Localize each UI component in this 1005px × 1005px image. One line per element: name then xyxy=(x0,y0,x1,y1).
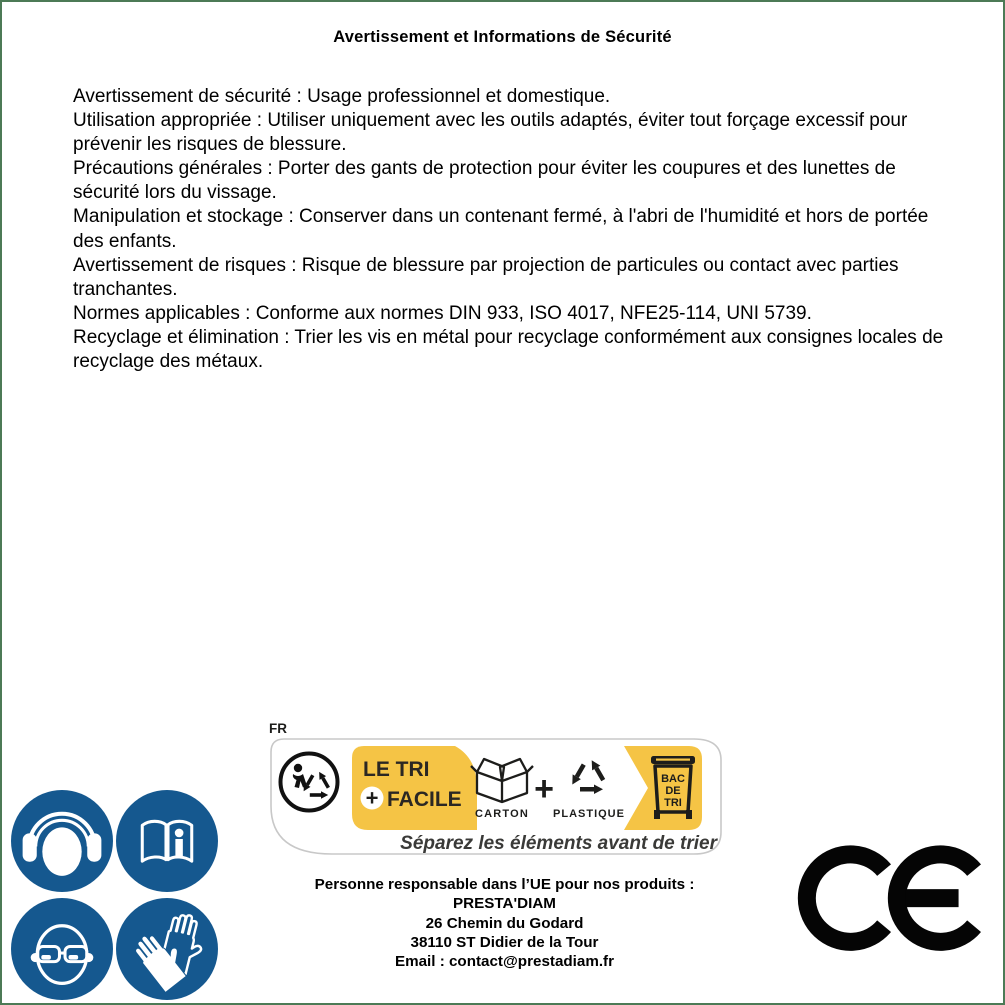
page-title: Avertissement et Informations de Sécurité xyxy=(333,28,672,46)
responsible-email: Email : contact@prestadiam.fr xyxy=(394,953,615,971)
paragraph-proper-use: Utilisation appropriée : Utiliser uniquement avec les outils adaptés, éviter tout forçage excessif pour prévenir les risques de blessure. xyxy=(73,110,908,156)
paragraph-risk-warning: Avertissement de risques : Risque de blessure par projection de particules ou contact avec parties tranchantes. xyxy=(73,254,899,300)
paragraph-standards: Normes applicables : Conforme aux normes DIN 933, ISO 4017, NFE25-114, UNI 5739. xyxy=(73,302,812,324)
materials-plus-sign: + xyxy=(534,770,554,808)
recycling-sorting-label xyxy=(268,736,726,858)
paragraph-general-precautions: Précautions générales : Porter des gants de protection pour éviter les coupures et des lunettes de sécurité lors du vissage. xyxy=(73,158,896,204)
headline-facile: FACILE xyxy=(387,788,462,811)
paragraph-safety-warning: Avertissement de sécurité : Usage professionnel et domestique. xyxy=(73,86,611,107)
headline-plus: + xyxy=(365,785,379,811)
bin-text-bac: BAC xyxy=(661,773,685,785)
paragraph-handling-storage: Manipulation et stockage : Conserver dans un contenant fermé, à l'abri de l'humidité et hors de portée des enfants. xyxy=(73,206,929,252)
material-carton-label: CARTON xyxy=(474,808,530,820)
responsible-company: PRESTA'DIAM xyxy=(453,895,556,913)
sorting-instruction: Séparez les éléments avant de trier xyxy=(400,833,717,854)
responsible-address-street: 26 Chemin du Godard xyxy=(425,914,584,932)
material-plastique-label: PLASTIQUE xyxy=(553,808,625,820)
fr-region-label: FR xyxy=(269,721,287,736)
ce-mark xyxy=(797,845,995,953)
headline-le-tri: LE TRI xyxy=(363,758,430,781)
bin-text-tri: TRI xyxy=(664,797,682,809)
safety-text-block xyxy=(73,85,957,374)
bin-text-de: DE xyxy=(665,785,681,797)
responsible-line-intro: Personne responsable dans l’UE pour nos produits : xyxy=(314,876,695,893)
paragraph-recycling: Recyclage et élimination : Trier les vis en métal pour recyclage conformément aux consignes locales de recyclage des métaux. xyxy=(73,326,944,373)
responsible-address-city: 38110 ST Didier de la Tour xyxy=(410,933,599,951)
